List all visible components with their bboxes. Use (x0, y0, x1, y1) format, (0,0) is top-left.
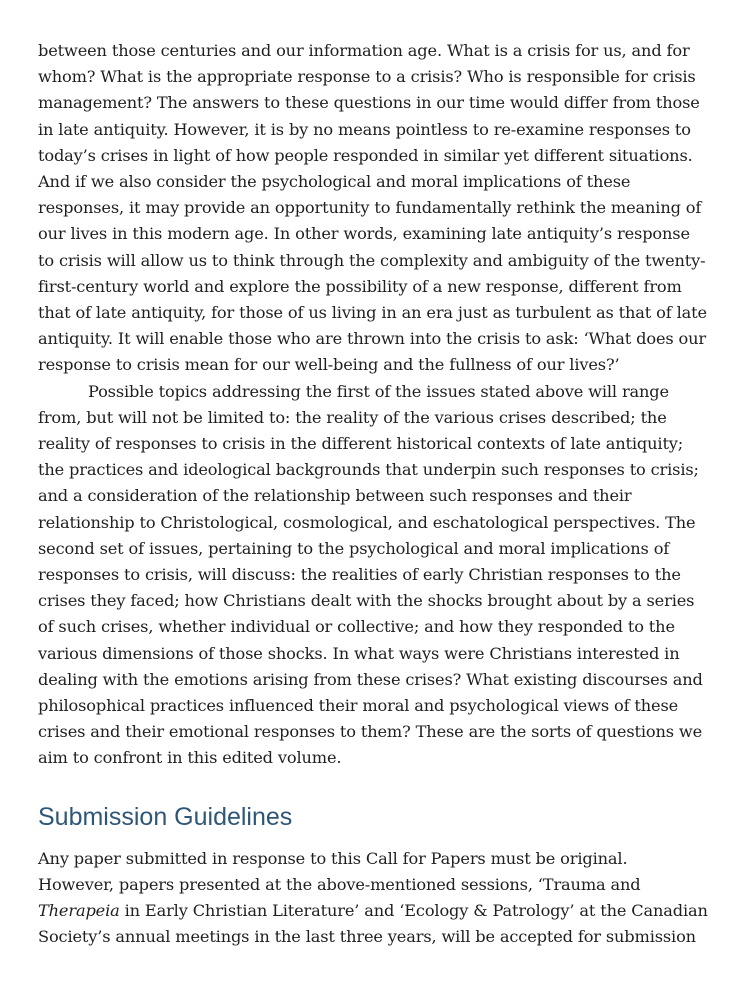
intro-paragraph: between those centuries and our information age. What is a crisis for us, and for whom? What is the appropriate response to a crisis? Who is responsible for crisis management? The answers to these questions in our time would differ from those in late antiquity. However, it is by no means pointless to re-examine responses to today’s crises in light of how people responded in similar yet different situations. And if we also consider the psychological and moral implications of these responses, it may provide an opportunity to fundamentally rethink the meaning of our lives in this modern age. In other words, examining late antiquity’s response to crisis will allow us to think through the complexity and ambiguity of the twenty-first-century world and explore the possibility of a new response, different from that of late antiquity, for those of us living in an era just as turbulent as that of late antiquity. It will enable those who are thrown into the crisis to ask: ‘What does our response to crisis mean for our well-being and the fullness of our lives?’ (38, 41, 707, 375)
submission-text-start: Any paper submitted in response to this Call for Papers must be original. However, papers presented at the above-mentioned sessions, ‘Trauma and (38, 848, 641, 894)
submission-paragraph (38, 846, 708, 951)
section-heading-submission-guidelines: Submission Guidelines (38, 802, 293, 831)
topics-paragraph: Possible topics addressing the first of the issues stated above will range from, but will not be limited to: the reality of the various crises described; the reality of responses to crisis in the different historical contexts of late antiquity; the practices and ideological backgrounds that underpin such responses to crisis; and a consideration of the relationship between such responses and their relationship to Christological, cosmological, and eschatological perspectives. The second set of issues, pertaining to the psychological and moral implications of responses to crisis, will discuss: the realities of early Christian responses to the crises they faced; how Christians dealt with the shocks brought about by a series of such crises, whether individual or collective; and how they responded to the various dimensions of those shocks. In what ways were Christians interested in dealing with the emotions arising from these crises? What existing discourses and philosophical practices influenced their moral and psychological views of these crises and their emotional responses to them? These are the sorts of questions we aim to confront in this edited volume. (38, 381, 703, 768)
submission-text-end: in Early Christian Literature’ and ‘Ecology & Patrology’ at the Canadian Society’s annual meetings in the last three years, will be accepted for submission (38, 901, 708, 947)
submission-italic-term: Therapeia (38, 901, 120, 921)
document-page (38, 38, 708, 951)
